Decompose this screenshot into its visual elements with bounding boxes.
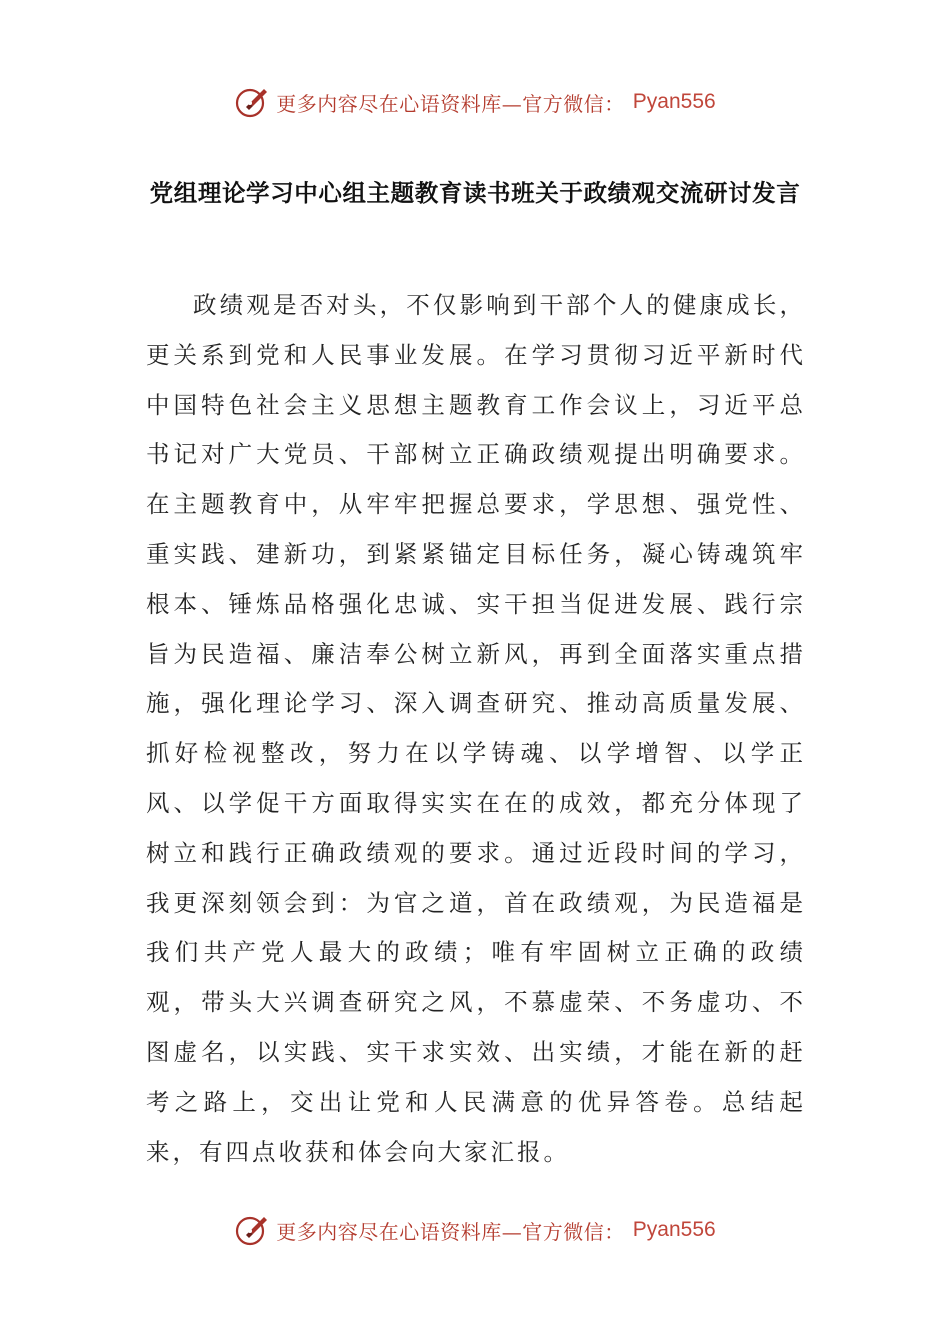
wechat-id: Pyan556 <box>632 90 716 113</box>
pen-nib-circle-icon <box>234 84 270 120</box>
banner-text: 更多内容尽在心语资料库—官方微信： <box>276 91 625 116</box>
document-title: 党组理论学习中心组主题教育读书班关于政绩观交流研讨发言 <box>149 179 801 207</box>
footer-banner <box>0 1210 950 1250</box>
body-paragraph: 政绩观是否对头，不仅影响到干部个人的健康成长，更关系到党和人民事业发展。在学习贯彻习近平新时代中国特色社会主义思想主题教育工作会议上，习近平总书记对广大党员、干部树立正确政绩观提出明确要求。在主题教育中，从牢牢把握总要求，学思想、强党性、重实践、建新功，到紧紧锚定目标任务，凝心铸魂筑牢根本、锤炼品格强化忠诚、实干担当促进发展、践行宗旨为民造福、廉洁奉公树立新风，再到全面落实重点措施，强化理论学习、深入调查研究、推动高质量发展、抓好检视整改，努力在以学铸魂、以学增智、以学正风、以学促干方面取得实实在在的成效，都充分体现了树立和践行正确政绩观的要求。通过近段时间的学习，我更深刻领会到：为官之道，首在政绩观，为民造福是我们共产党人最大的政绩；唯有牢固树立正确的政绩观，带头大兴调查研究之风，不慕虚荣、不务虚功、不图虚名，以实践、实干求实效、出实绩，才能在新的赶考之路上，交出让党和人民满意的优异答卷。总结起来，有四点收获和体会向大家汇报。 <box>146 291 806 1166</box>
banner-text: 更多内容尽在心语资料库—官方微信： <box>276 1219 625 1244</box>
pen-nib-circle-icon <box>234 1212 270 1248</box>
wechat-id: Pyan556 <box>632 1218 716 1241</box>
header-banner <box>0 82 950 122</box>
